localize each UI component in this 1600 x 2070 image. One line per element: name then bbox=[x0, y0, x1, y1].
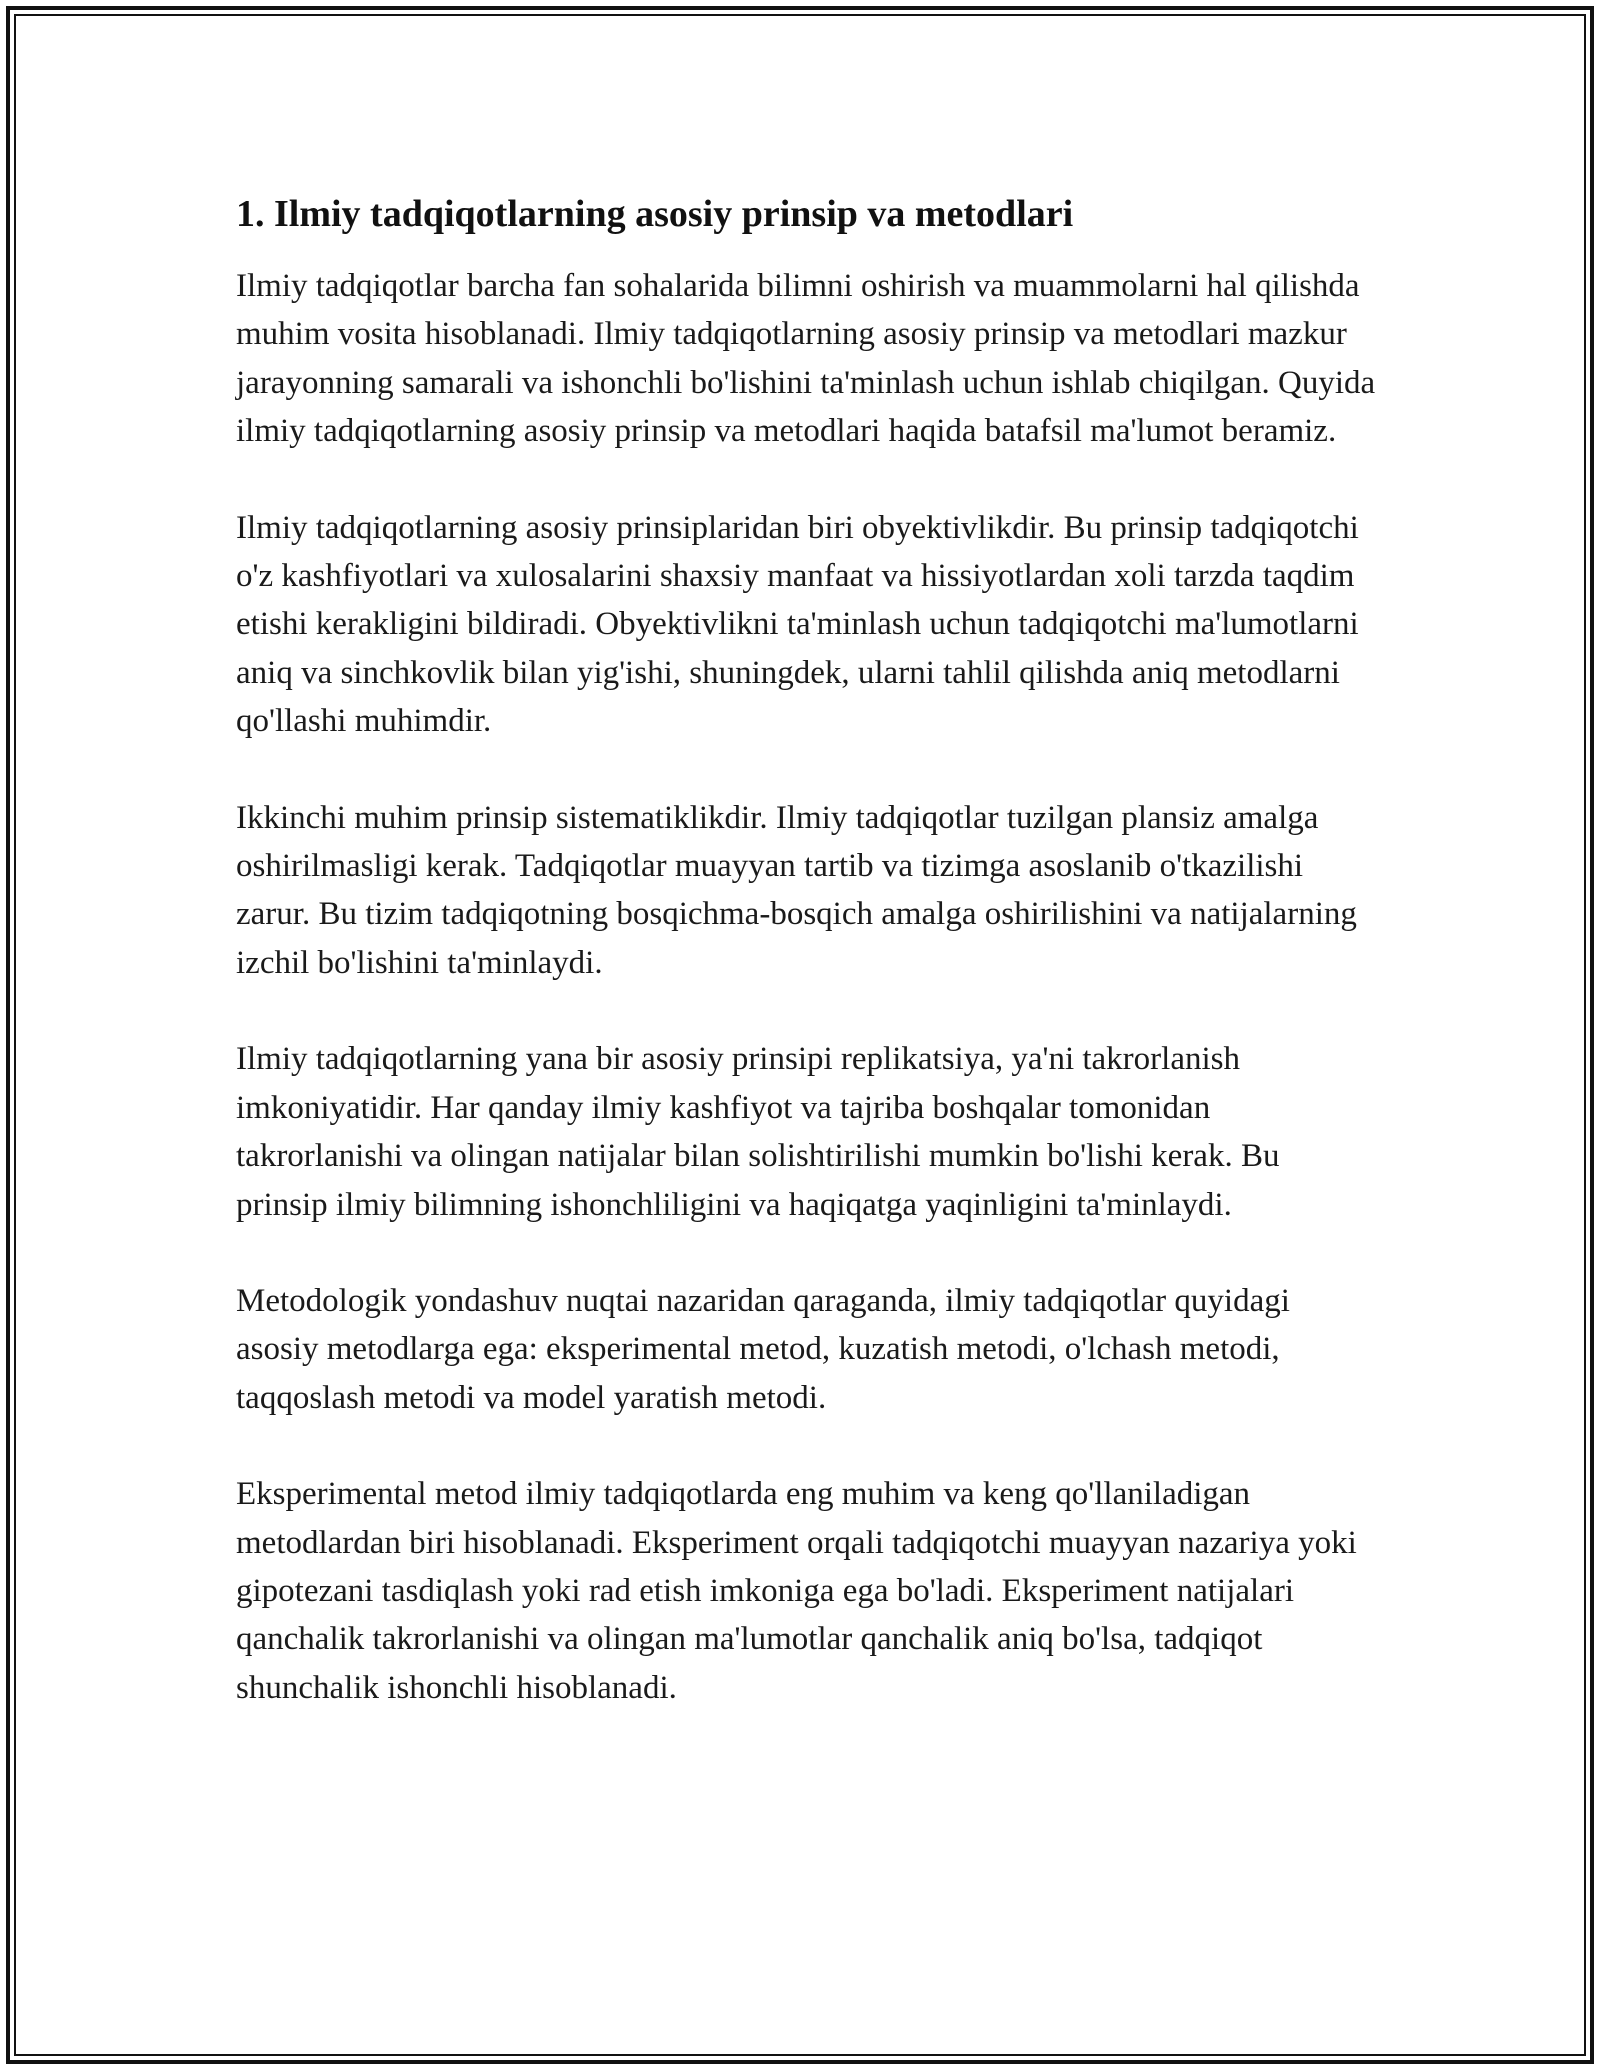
section-heading: 1. Ilmiy tadqiqotlarning asosiy prinsip va metodlari bbox=[236, 193, 1074, 235]
paragraph-systematicity: Ikkinchi muhim prinsip sistematiklikdir. Ilmiy tadqiqotlar tuzilgan plansiz amalga oshirilmasligi kerak. Tadqiqotlar muayyan tartib va tizimga asoslanib o'tkazilishi zarur. Bu tizim tadqiqotning bosqichma-bosqich amalga oshirilishini va natijalarning izchil bo'lishini ta'minlaydi. bbox=[236, 799, 1357, 981]
document-body bbox=[236, 188, 1376, 1760]
paragraph-introduction: Ilmiy tadqiqotlar barcha fan sohalarida bilimni oshirish va muammolarni hal qilishda muhim vosita hisoblanadi. Ilmiy tadqiqotlarning asosiy prinsip va metodlari mazkur jarayonning samarali va ishonchli bo'lishini ta'minlash uchun ishlab chiqilgan. Quyida ilmiy tadqiqotlarning asosiy prinsip va metodlari haqida batafsil ma'lumot beramiz. bbox=[236, 268, 1376, 450]
paragraph-methods-overview: Metodologik yondashuv nuqtai nazaridan qaraganda, ilmiy tadqiqotlar quyidagi asosiy metodlarga ega: eksperimental metod, kuzatish metodi, o'lchash metodi, taqqoslash metodi va model yaratish metodi. bbox=[236, 1282, 1290, 1416]
paragraph-objectivity: Ilmiy tadqiqotlarning asosiy prinsiplaridan biri obyektivlikdir. Bu prinsip tadqiqotchi o'z kashfiyotlari va xulosalarini shaxsiy manfaat va hissiyotlardan xoli tarzda taqdim etishi kerakligini bildiradi. Obyektivlikni ta'minlash uchun tadqiqotchi ma'lumotlarni aniq va sinchkovlik bilan yig'ishi, shuningdek, ularni tahlil qilishda aniq metodlarni qo'llashi muhimdir. bbox=[236, 509, 1359, 740]
paragraph-experimental-method: Eksperimental metod ilmiy tadqiqotlarda eng muhim va keng qo'llaniladigan metodlardan biri hisoblanadi. Eksperiment orqali tadqiqotchi muayyan nazariya yoki gipotezani tasdiqlash yoki rad etish imkoniga ega bo'ladi. Eksperiment natijalari qanchalik takrorlanishi va olingan ma'lumotlar qanchalik aniq bo'lsa, tadqiqot shunchalik ishonchli hisoblanadi. bbox=[236, 1476, 1357, 1706]
paragraph-replication: Ilmiy tadqiqotlarning yana bir asosiy prinsipi replikatsiya, ya'ni takrorlanish imkoniyatidir. Har qanday ilmiy kashfiyot va tajriba boshqalar tomonidan takrorlanishi va olingan natijalar bilan solishtirilishi mumkin bo'lishi kerak. Bu prinsip ilmiy bilimning ishonchliligini va haqiqatga yaqinligini ta'minlaydi. bbox=[236, 1041, 1280, 1223]
